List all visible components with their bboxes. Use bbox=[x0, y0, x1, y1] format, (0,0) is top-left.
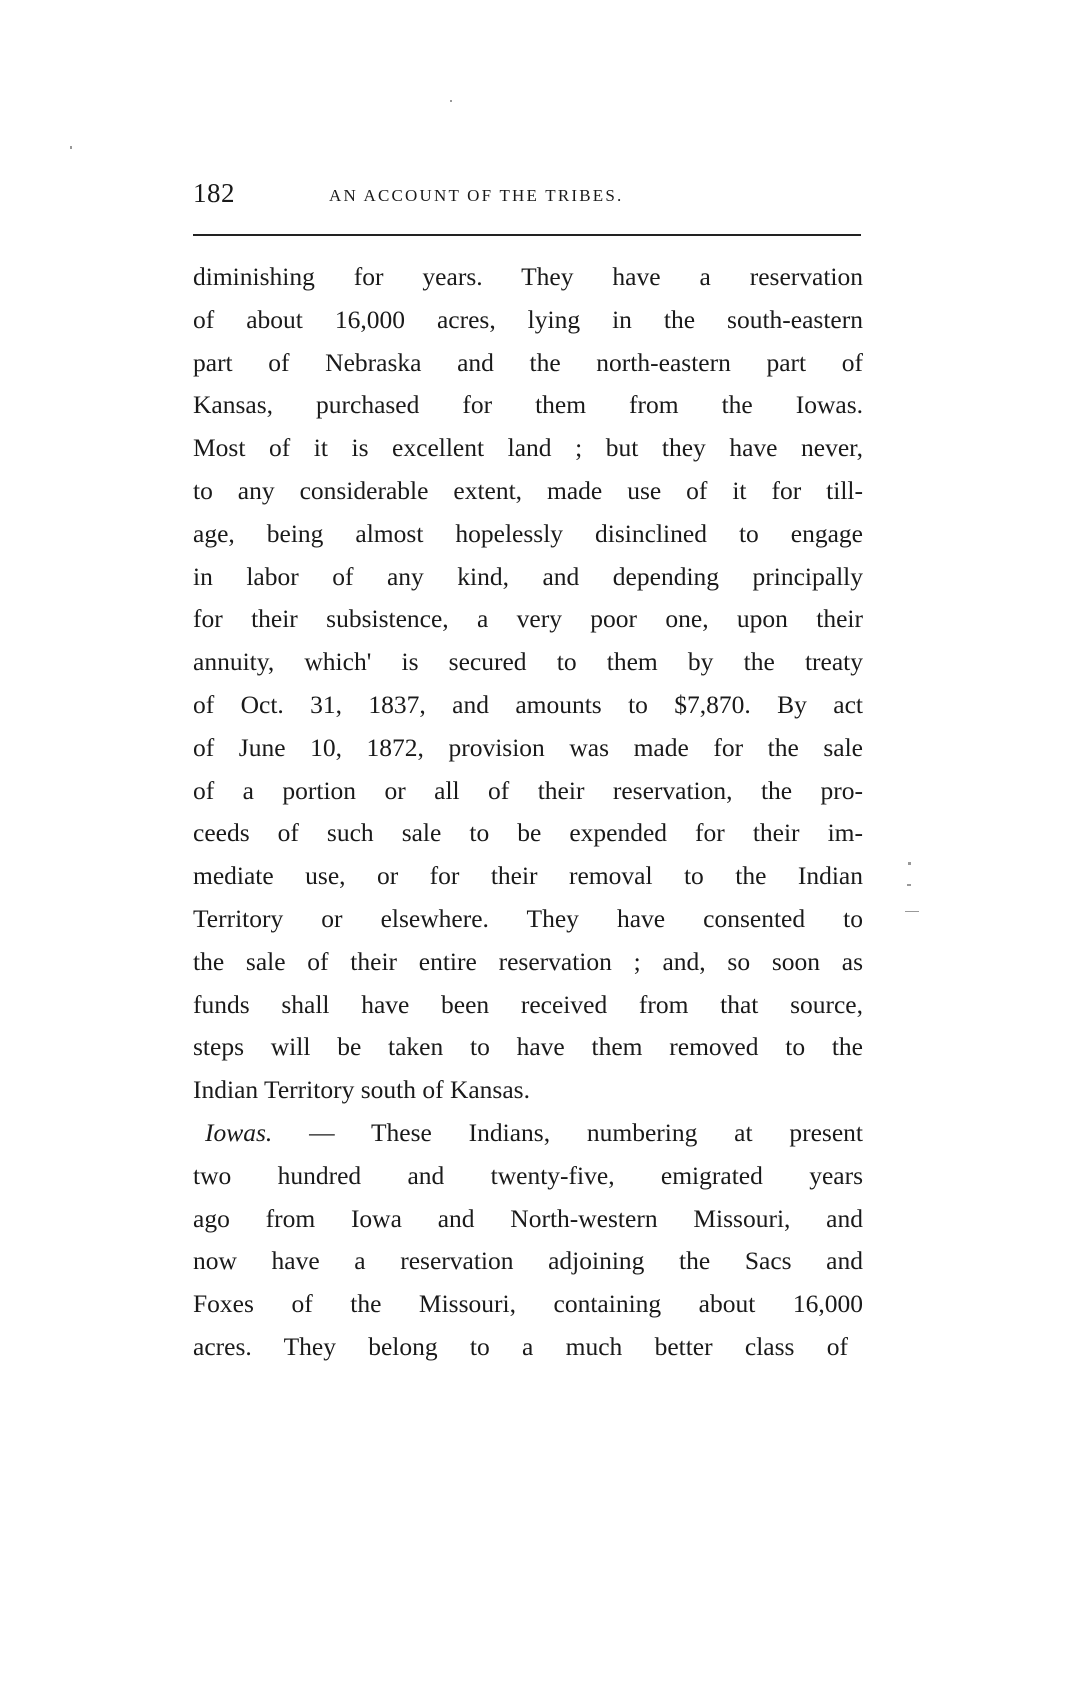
text-line: Indian Territory south of Kansas. bbox=[193, 1075, 530, 1105]
text-line: to any considerable extent, made use of it for till- bbox=[193, 475, 863, 505]
text-line: for their subsistence, a very poor one, upon their bbox=[193, 604, 863, 634]
text-line: annuity, which' is secured to them by the treaty bbox=[193, 647, 863, 677]
body-text bbox=[193, 256, 863, 1369]
text-line: Kansas, purchased for them from the Iowas. bbox=[193, 390, 863, 420]
text-line: the sale of their entire reservation ; and, so soon as bbox=[193, 946, 863, 976]
text-line: mediate use, or for their removal to the Indian bbox=[193, 861, 863, 891]
scan-speck bbox=[450, 100, 452, 102]
text-line: of June 10, 1872, provision was made for the sale bbox=[193, 732, 863, 762]
iowas-paragraph-first-line bbox=[193, 1112, 863, 1155]
text-line: funds shall have been received from that source, bbox=[193, 989, 863, 1019]
text-line: of about 16,000 acres, lying in the south-eastern bbox=[193, 304, 863, 334]
running-head bbox=[193, 176, 863, 228]
text-line: of Oct. 31, 1837, and amounts to $7,870. By act bbox=[193, 689, 863, 719]
text-line: diminishing for years. They have a reservation bbox=[193, 262, 863, 291]
text-line: ago from Iowa and North-western Missouri, and bbox=[193, 1203, 863, 1233]
header-rule bbox=[193, 234, 861, 236]
page-number: 182 bbox=[193, 178, 235, 208]
text-line: part of Nebraska and the north-eastern part of bbox=[193, 347, 863, 377]
text-line: Territory or elsewhere. They have consented to bbox=[193, 903, 863, 933]
book-page bbox=[193, 176, 863, 1361]
scan-dash bbox=[905, 911, 919, 912]
text-line: now have a reservation adjoining the Sacs and bbox=[193, 1246, 863, 1276]
text-line: acres. They belong to a much better class of bbox=[193, 1331, 848, 1361]
text-line: in labor of any kind, and depending principally bbox=[193, 561, 863, 591]
text-line: age, being almost hopelessly disinclined to engage bbox=[193, 518, 863, 548]
running-title: AN ACCOUNT OF THE TRIBES. bbox=[329, 186, 624, 205]
text-line: Foxes of the Missouri, containing about 16,000 bbox=[193, 1289, 863, 1319]
section-lead-iowas: Iowas. bbox=[205, 1117, 273, 1147]
text-line: Most of it is excellent land ; but they have never, bbox=[193, 433, 863, 463]
text-line: two hundred and twenty-five, emigrated years bbox=[193, 1160, 863, 1190]
text-line: steps will be taken to have them removed to the bbox=[193, 1032, 863, 1062]
scan-speck bbox=[70, 146, 72, 149]
text-line: of a portion or all of their reservation, the pro- bbox=[193, 775, 863, 805]
section-lead-text: — These Indians, numbering at present bbox=[272, 1117, 863, 1147]
scan-speck bbox=[907, 884, 911, 886]
text-line: ceeds of such sale to be expended for their im- bbox=[193, 818, 863, 848]
scan-speck bbox=[908, 862, 911, 865]
